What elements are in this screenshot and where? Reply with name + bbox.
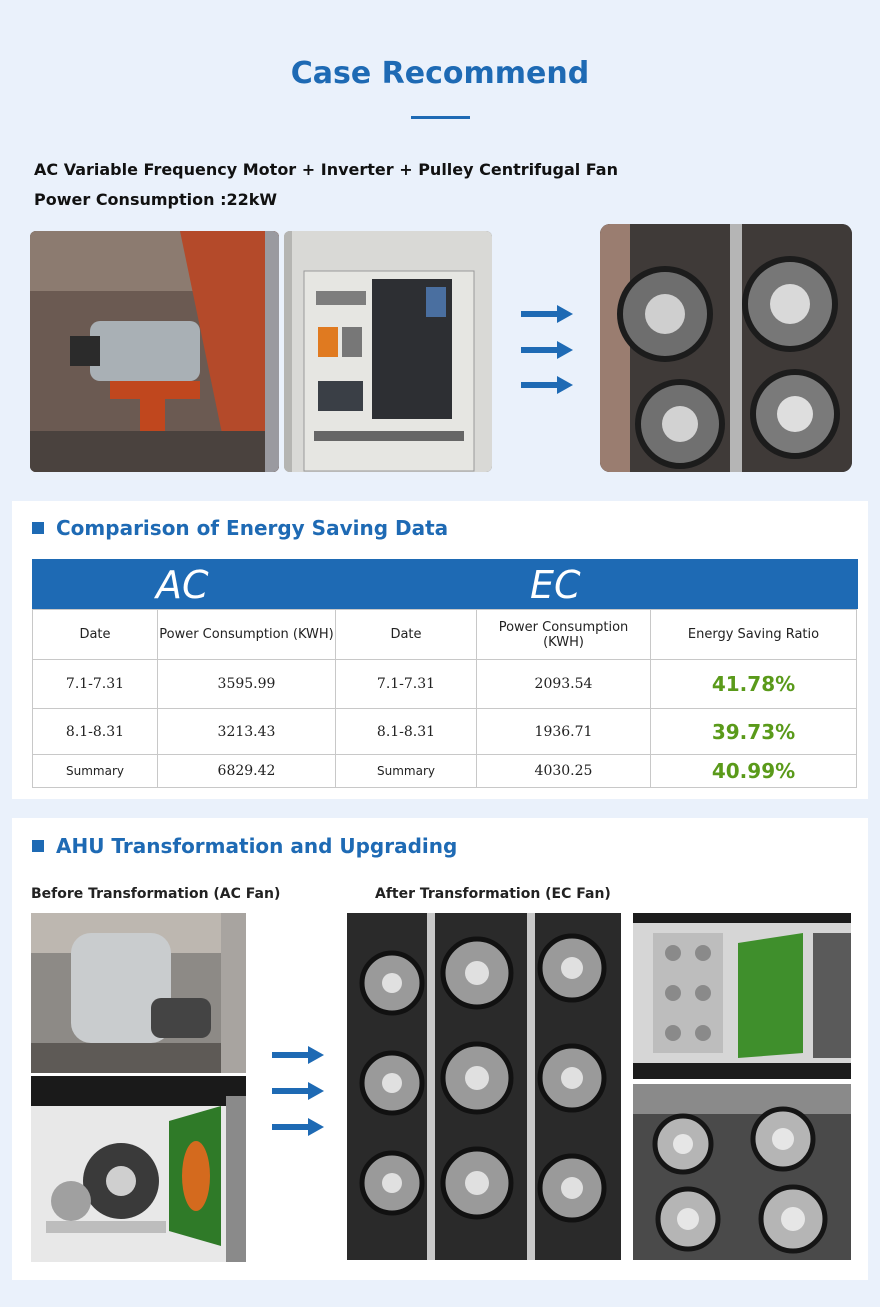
ac-fan-photo-1: [31, 913, 246, 1073]
title-underline: [411, 116, 470, 119]
case-description-line1: AC Variable Frequency Motor + Inverter + Pulley Centrifugal Fan: [34, 160, 618, 179]
column-header: Power Consumption (KWH): [158, 610, 336, 660]
square-bullet-icon: [32, 840, 44, 852]
table-row: [33, 709, 857, 755]
table-cell: 8.1-8.31: [33, 709, 158, 755]
table-cell: 3595.99: [158, 660, 336, 709]
inverter-cabinet-photo: [284, 231, 492, 472]
ec-fan-module-photo-1: [633, 913, 851, 1079]
table-cell: 1936.71: [477, 709, 651, 755]
column-header: Date: [33, 610, 158, 660]
energy-comparison-card: [12, 501, 868, 799]
table-row: [33, 755, 857, 788]
column-header: Energy Saving Ratio: [651, 610, 857, 660]
table-cell: 7.1-7.31: [336, 660, 477, 709]
ec-fan-array-photo: [600, 224, 852, 472]
table-cell: 2093.54: [477, 660, 651, 709]
table-banner: [32, 559, 858, 609]
table-cell: Summary: [336, 755, 477, 788]
table-header-row: [33, 610, 857, 660]
saving-ratio-cell: 41.78%: [651, 660, 857, 709]
ec-fan-wall-photo: [347, 913, 621, 1260]
ahu-section-heading: AHU Transformation and Upgrading: [32, 834, 457, 858]
transform-arrow-icon: [521, 341, 573, 359]
column-header: Date: [336, 610, 477, 660]
ac-motor-photo: [30, 231, 279, 472]
energy-comparison-table: [32, 559, 858, 788]
banner-label-ac: AC: [156, 563, 209, 607]
transform-arrow-icon: [272, 1118, 324, 1136]
ac-fan-photo-2: [31, 1076, 246, 1262]
energy-section-heading: Comparison of Energy Saving Data: [32, 516, 448, 540]
case-description-line2: Power Consumption :22kW: [34, 190, 278, 209]
transform-arrow-icon: [521, 305, 573, 323]
page-title: Case Recommend: [290, 56, 590, 91]
after-transformation-label: After Transformation (EC Fan): [375, 886, 611, 902]
table-cell: 7.1-7.31: [33, 660, 158, 709]
data-table: [32, 609, 857, 788]
table-cell: 3213.43: [158, 709, 336, 755]
before-transformation-label: Before Transformation (AC Fan): [31, 886, 281, 902]
table-cell: 4030.25: [477, 755, 651, 788]
transform-arrow-icon: [521, 376, 573, 394]
saving-ratio-cell: 39.73%: [651, 709, 857, 755]
transform-arrow-icon: [272, 1046, 324, 1064]
banner-label-ec: EC: [530, 563, 581, 607]
saving-ratio-cell: 40.99%: [651, 755, 857, 788]
ec-fan-module-photo-2: [633, 1084, 851, 1260]
square-bullet-icon: [32, 522, 44, 534]
table-cell: Summary: [33, 755, 158, 788]
transform-arrow-icon: [272, 1082, 324, 1100]
table-cell: 6829.42: [158, 755, 336, 788]
column-header: Power Consumption (KWH): [477, 610, 651, 660]
table-cell: 8.1-8.31: [336, 709, 477, 755]
table-row: [33, 660, 857, 709]
